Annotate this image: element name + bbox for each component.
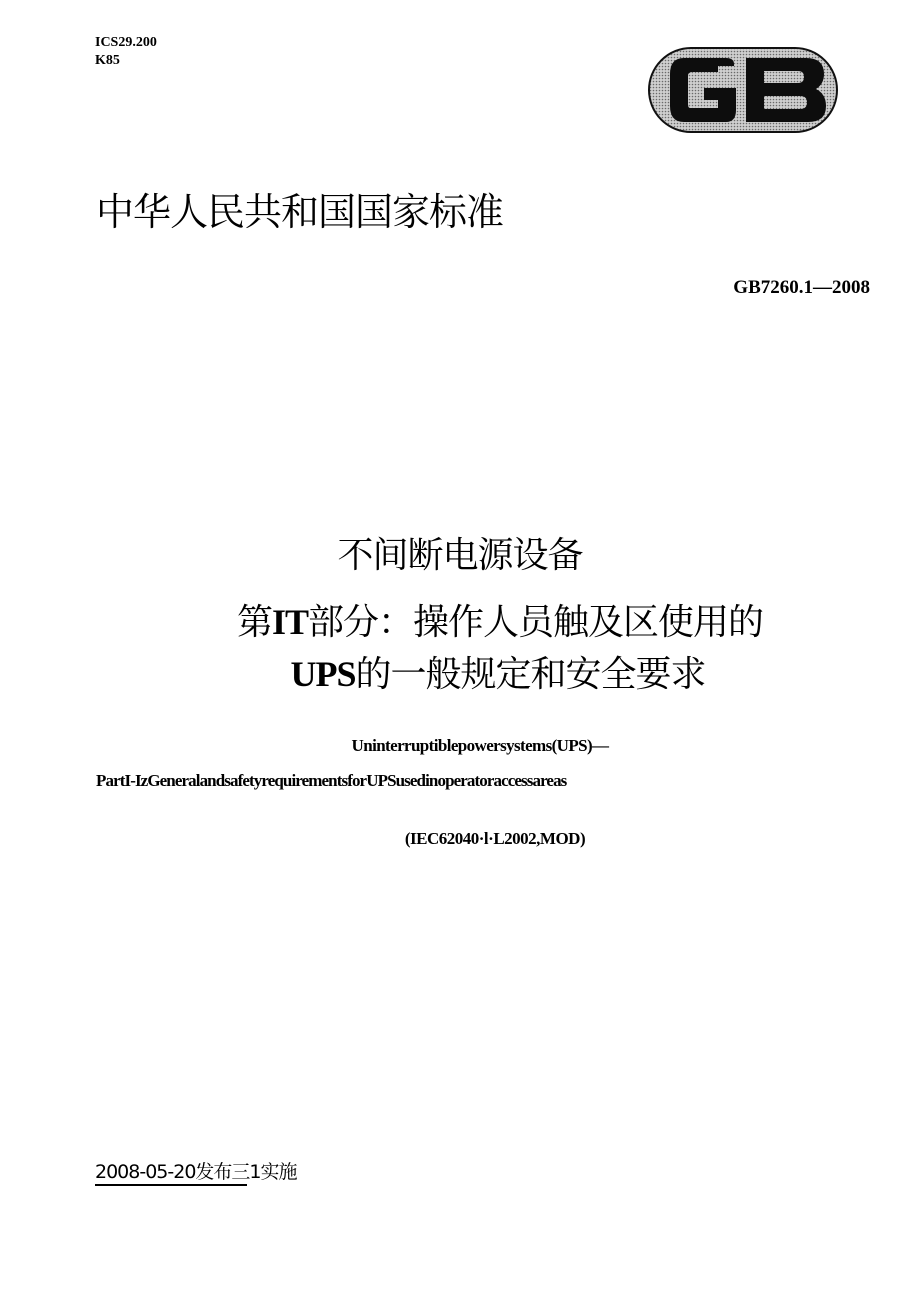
english-title-line-2: PartI-IzGeneralandsafetyrequirementsforUPSusedinoperatoraccessareas: [96, 771, 567, 790]
classification-code: K85: [95, 53, 120, 68]
issue-date-underline: [95, 1184, 247, 1186]
title-line-2-prefix: 第: [236, 602, 272, 643]
implementation-date: 三1实施: [231, 1161, 297, 1183]
gb-logo: [646, 44, 840, 136]
publication-dates: [95, 1160, 297, 1184]
title-line-2-part-number: IT: [271, 602, 309, 642]
title-line-1-text: 不间断电源设备: [337, 535, 583, 576]
title-line-1: [0, 534, 920, 578]
title-line-3: [38, 652, 920, 697]
standard-number: GB7260.1—2008: [733, 277, 870, 298]
iec-equivalence: (IEC62040·l·L2002,MOD): [404, 829, 586, 848]
title-line-3-text: 的一般规定和安全要求: [355, 654, 706, 695]
issue-date: 2008-05-20发布: [95, 1161, 232, 1183]
title-line-2-text: 部分：操作人员触及区使用的: [308, 602, 764, 643]
gb-logo-icon: [646, 44, 840, 136]
title-line-2: [40, 600, 920, 645]
english-title-line-1: Uninterruptiblepowersystems(UPS)—: [351, 736, 609, 755]
ics-code: ICS29.200: [95, 35, 157, 50]
title-line-3-ups: UPS: [290, 654, 356, 694]
national-standard-heading: 中华人民共和国国家标准: [96, 190, 504, 234]
